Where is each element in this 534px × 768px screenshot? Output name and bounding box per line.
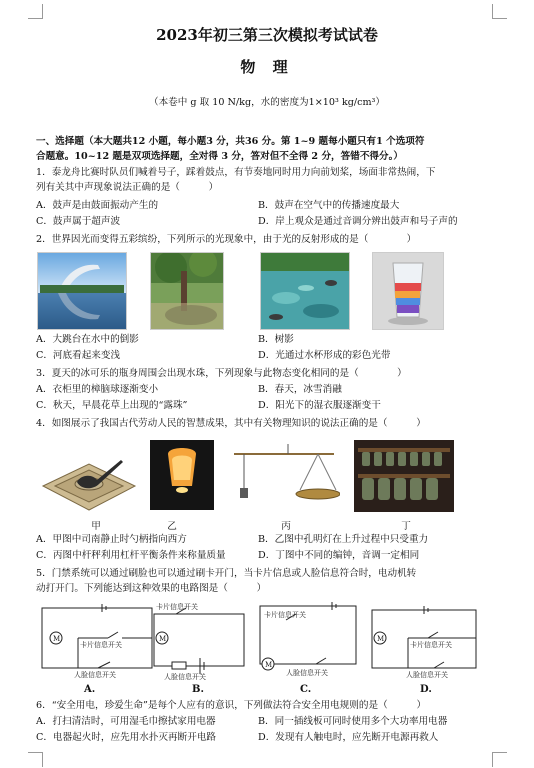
q2-option-d: D．光通过水杯形成的彩色光带 (258, 350, 391, 361)
q2-stem: 2．世界因光而变得五彩缤纷，下列所示的光现象中，由于光的反射形成的是（ ） (36, 234, 417, 245)
kongming-lantern-image (150, 440, 214, 510)
exam-title: 2023年初三第三次模拟考试试卷 (156, 26, 378, 44)
q6-option-c: C．电器起火时，应先用水扑灭再断开电路 (36, 732, 217, 743)
crop-mark-top-left (28, 4, 43, 19)
circuit-letter-c: C. (300, 684, 312, 695)
svg-text:M: M (159, 635, 167, 643)
q5-stem-line2: 动打开门。下列能达到这种效果的电路图是（ ） (36, 583, 267, 594)
crop-mark-top-right (492, 4, 507, 19)
q6-option-d: D．发现有人触电时，应先断开电源再救人 (258, 732, 439, 743)
chime-bells-image (354, 440, 454, 512)
steelyard-scale-image (226, 440, 340, 512)
river-bottom-image (260, 252, 350, 330)
circuit-c-face-switch-label: 人脸信息开关 (286, 669, 328, 677)
circuit-letter-b: B. (192, 684, 204, 695)
svg-text:M: M (265, 661, 273, 669)
q4-caption-bing: 丙 (281, 521, 291, 532)
circuit-d-card-switch-label: 卡片信息开关 (410, 641, 452, 649)
circuit-b-card-switch-label: 卡片信息开关 (156, 603, 198, 611)
circuit-a-card-switch-label: 卡片信息开关 (80, 641, 122, 649)
section-heading-line1: 一、选择题（本大题共12 小题，每小题3 分，共36 分。第 1~9 题每小题只有1 个选项符 (36, 136, 425, 147)
circuit-letter-a: A. (84, 684, 96, 695)
q2-option-a: A．大跳台在水中的倒影 (36, 334, 139, 345)
q3-option-a: A．衣柜里的樟脑球逐渐变小 (36, 384, 159, 395)
header-note: （本卷中 g 取 10 N/kg，水的密度为1×10³ kg/cm³） (148, 97, 385, 108)
q5-stem-line1: 5．门禁系统可以通过刷脸也可以通过刷卡开门，当卡片信息或人脸信息符合时，电动机转 (36, 568, 417, 579)
q1-option-b: B．鼓声在空气中的传播速度最大 (258, 200, 400, 211)
q1-stem-line2: 列有关其中声现象说法正确的是（ ） (36, 182, 219, 193)
q4-option-b: B．乙图中孔明灯在上升过程中只受重力 (258, 534, 429, 545)
circuit-d-face-switch-label: 人脸信息开关 (406, 671, 448, 679)
q6-option-b: B．同一插线板可同时使用多个大功率用电器 (258, 716, 448, 727)
q6-option-a: A．打扫清洁时，可用湿毛巾擦拭家用电器 (36, 716, 216, 727)
q4-stem: 4．如图展示了我国古代劳动人民的智慧成果，其中有关物理知识的说法正确的是（ ） (36, 418, 426, 429)
crop-mark-bottom-left (28, 752, 43, 767)
q3-option-d: D．阳光下的湿衣服逐渐变干 (258, 400, 381, 411)
ski-jump-reflection-image (37, 252, 127, 330)
circuit-diagram-d (368, 600, 482, 682)
circuit-diagram-c (256, 600, 360, 682)
circuit-letter-d: D. (420, 684, 432, 695)
compass-sinan-image (37, 440, 141, 512)
q1-option-c: C．鼓声属于超声波 (36, 216, 121, 227)
q2-option-b: B．树影 (258, 334, 294, 345)
q4-caption-yi: 乙 (167, 521, 177, 532)
crop-mark-bottom-right (492, 752, 507, 767)
q6-stem: 6．“安全用电，珍爱生命”是每个人应有的意识，下列做法符合安全用电规则的是（ ） (36, 700, 427, 711)
svg-text:M: M (53, 635, 61, 643)
q4-caption-jia: 甲 (91, 521, 101, 532)
q1-stem-line1: 1．泰龙舟比赛时队员们喊着号子，踩着鼓点，有节奏地同时用力向前划桨，场面非常热闹，下 (36, 167, 436, 178)
q4-option-c: C．丙图中杆秤利用杠杆平衡条件来称量质量 (36, 550, 226, 561)
circuit-a-face-switch-label: 人脸信息开关 (74, 671, 116, 679)
circuit-diagram-a (38, 600, 156, 682)
q4-caption-ding: 丁 (401, 521, 411, 532)
q1-option-d: D．岸上观众是通过音调分辨出鼓声和号子声的 (258, 216, 458, 227)
q3-option-c: C．秋天，早晨花草上出现的“露珠” (36, 400, 188, 411)
rainbow-glass-image (372, 252, 444, 330)
circuit-b-face-switch-label: 人脸信息开关 (164, 673, 206, 681)
q2-option-c: C．河底看起来变浅 (36, 350, 121, 361)
svg-text:M: M (377, 635, 385, 643)
q4-option-d: D．丁图中不同的编钟，音调一定相同 (258, 550, 420, 561)
section-heading-line2: 合题意。10~12 题是双项选择题，全对得 3 分，答对但不全得 2 分，答错不得分。） (36, 151, 403, 162)
q3-stem: 3．夏天的冰可乐的瓶身周围会出现水珠，下列现象与此物态变化相同的是（ ） (36, 368, 407, 379)
circuit-diagram-b (150, 600, 250, 682)
q3-option-b: B．春天，冰雪消融 (258, 384, 342, 395)
q4-option-a: A．甲图中司南静止时勺柄指向西方 (36, 534, 187, 545)
circuit-c-card-switch-label: 卡片信息开关 (264, 611, 306, 619)
subject-title: 物 理 (240, 58, 294, 76)
tree-shadow-image (150, 252, 224, 330)
q1-option-a: A．鼓声是由鼓面振动产生的 (36, 200, 159, 211)
